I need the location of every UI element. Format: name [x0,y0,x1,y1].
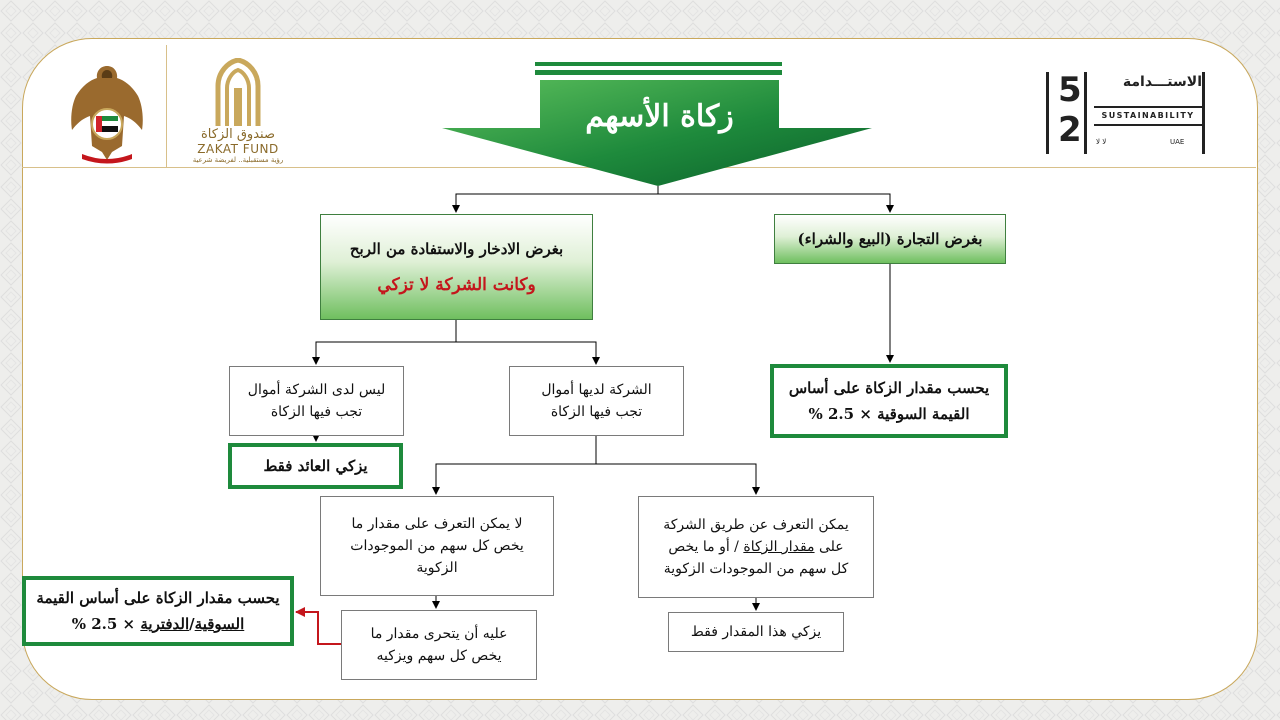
company-not-line2: تجب فيها الزكاة [270,404,363,420]
estimate-calc-line2 [72,611,245,637]
estimate-zakat-calculation-box [22,576,294,646]
savings-purpose-label: بغرض الادخار والاستفادة من الربح [349,240,564,258]
estimate-line2: يخص كل سهم ويزكيه [376,648,502,664]
book-value-label: الدفترية [140,615,190,633]
zakat-fund-name-en: ZAKAT FUND [197,142,279,156]
company-not-paying-note: وكانت الشركة لا تزكي [377,275,536,295]
can-know-line3: كل سهم من الموجودات الزكوية [663,561,849,577]
company-has-line2: تجب فيها الزكاة [550,404,643,420]
pay-revenue-only-label: يزكي العائد فقط [263,457,368,475]
sustainability-title-ar: الاستـــدامة [1122,74,1202,90]
zakat-fund-slogan: رؤية مستقبلية.. لفريضة شرعية [192,156,284,164]
trade-purpose-box [774,214,1006,264]
savings-purpose-box [320,214,593,320]
company-not-line1: ليس لدى الشركة أموال [247,382,386,398]
can-know-amount-box [638,496,874,598]
sustainability-tag: ﻻ ﻻ [1096,138,1107,146]
page-title: زكاة الأسهم [585,98,734,134]
pay-revenue-only-box [228,443,403,489]
company-has-zakatable-assets-box [509,366,684,436]
trade-purpose-label: بغرض التجارة (البيع والشراء) [797,230,983,248]
can-know-line2-c: / أو ما يخص [668,539,739,555]
estimate-line1: عليه أن يتحرى مقدار ما [370,626,508,642]
estimate-calc-line1: يحسب مقدار الزكاة على أساس القيمة [36,589,280,607]
value-separator: / [189,615,195,633]
sustainability-num-2: 2 [1058,110,1082,150]
zakat-fund-name-ar: صندوق الزكاة [201,127,275,142]
rate-label: × 2.5 % [71,615,136,633]
market-value-label: السوقية [194,615,245,633]
trade-calc-line2: القيمة السوقية × 2.5 % [808,405,970,423]
can-know-line2-a: على [819,539,844,555]
company-has-line1: الشركة لديها أموال [541,382,652,398]
can-know-line1: يمكن التعرف عن طريق الشركة [663,517,849,533]
can-know-zakat-amount: مقدار الزكاة [743,539,815,555]
pay-this-amount-box [668,612,844,652]
pay-this-amount-label: يزكي هذا المقدار فقط [690,624,822,640]
trade-zakat-calculation-box [770,364,1008,438]
sustainability-num-5: 5 [1058,70,1082,110]
cannot-know-line2: يخص كل سهم من الموجودات [350,538,524,554]
sustainability-title-en: SUSTAINABILITY [1094,106,1202,126]
estimate-share-box [341,610,537,680]
can-know-line2 [668,536,843,558]
company-no-zakatable-assets-box [229,366,404,436]
sustainability-uae: UAE [1170,138,1185,146]
cannot-know-line1: لا يمكن التعرف على مقدار ما [351,516,523,532]
cannot-know-amount-box [320,496,554,596]
trade-calc-line1: يحسب مقدار الزكاة على أساس [788,379,990,397]
cannot-know-line3: الزكوية [416,560,458,576]
